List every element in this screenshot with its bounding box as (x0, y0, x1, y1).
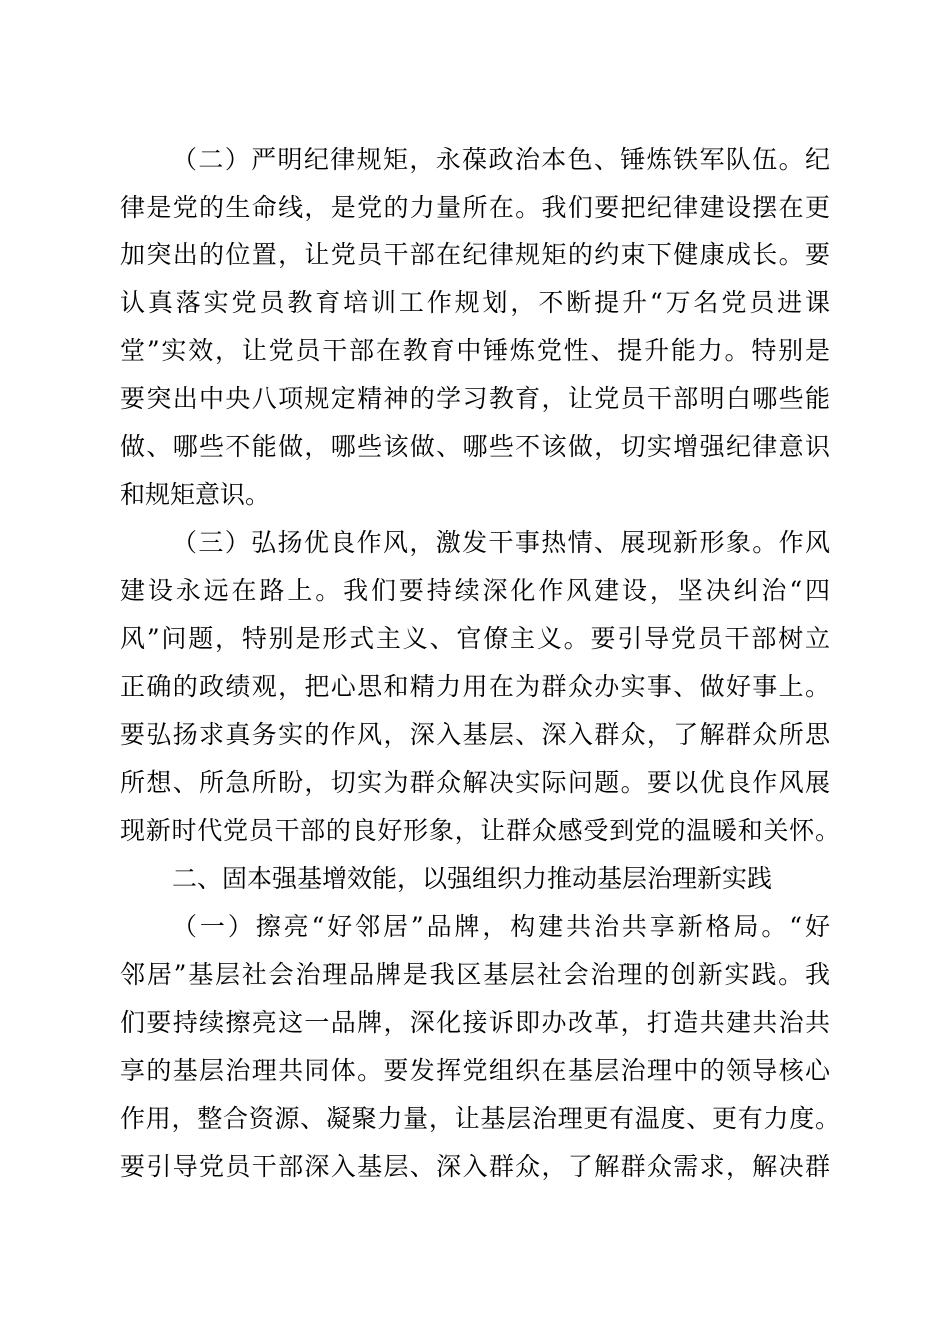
paragraph-3-line-1: （一）擦亮“好邻居”品牌，构建共治共享新格局。“好 (172, 912, 830, 941)
paragraph-1-line-1: （二）严明纪律规矩，永葆政治本色、锤炼铁军队伍。纪 (172, 145, 830, 174)
section-heading: 二、固本强基增效能，以强组织力推动基层治理新实践 (172, 864, 773, 893)
paragraph-2-line-1: （三）弘扬优良作风，激发干事热情、展现新形象。作风 (172, 528, 830, 557)
paragraph-3-line-3: 们要持续擦亮这一品牌，深化接诉即办改革，打造共建共治共 (120, 1008, 830, 1037)
paragraph-2-line-7: 现新时代党员干部的良好形象，让群众感受到党的温暖和关怀。 (120, 816, 840, 845)
paragraph-2-line-6: 所想、所急所盼，切实为群众解决实际问题。要以优良作风展 (120, 768, 830, 797)
paragraph-1-line-5: 堂”实效，让党员干部在教育中锤炼党性、提升能力。特别是 (120, 336, 830, 365)
paragraph-1-line-6: 要突出中央八项规定精神的学习教育，让党员干部明白哪些能 (120, 384, 830, 413)
paragraph-2-line-2: 建设永远在路上。我们要持续深化作风建设，坚决纠治“四 (120, 576, 830, 605)
paragraph-2-line-4: 正确的政绩观，把心思和精力用在为群众办实事、做好事上。 (120, 672, 830, 701)
paragraph-3-line-4: 享的基层治理共同体。要发挥党组织在基层治理中的领导核心 (120, 1056, 830, 1085)
paragraph-3-line-5: 作用，整合资源、凝聚力量，让基层治理更有温度、更有力度。 (120, 1104, 840, 1133)
paragraph-1-line-4: 认真落实党员教育培训工作规划，不断提升“万名党员进课 (120, 288, 830, 317)
paragraph-3-line-2: 邻居”基层社会治理品牌是我区基层社会治理的创新实践。我 (120, 960, 830, 989)
paragraph-3-line-6: 要引导党员干部深入基层、深入群众，了解群众需求，解决群 (120, 1152, 830, 1181)
paragraph-1-line-8: 和规矩意识。 (120, 480, 271, 509)
paragraph-2-line-5: 要弘扬求真务实的作风，深入基层、深入群众，了解群众所思 (120, 720, 830, 749)
paragraph-1-line-2: 律是党的生命线，是党的力量所在。我们要把纪律建设摆在更 (120, 193, 830, 222)
paragraph-1-line-3: 加突出的位置，让党员干部在纪律规矩的约束下健康成长。要 (120, 240, 830, 269)
paragraph-2-line-3: 风”问题，特别是形式主义、官僚主义。要引导党员干部树立 (120, 624, 830, 653)
paragraph-1-line-7: 做、哪些不能做，哪些该做、哪些不该做，切实增强纪律意识 (120, 432, 830, 461)
